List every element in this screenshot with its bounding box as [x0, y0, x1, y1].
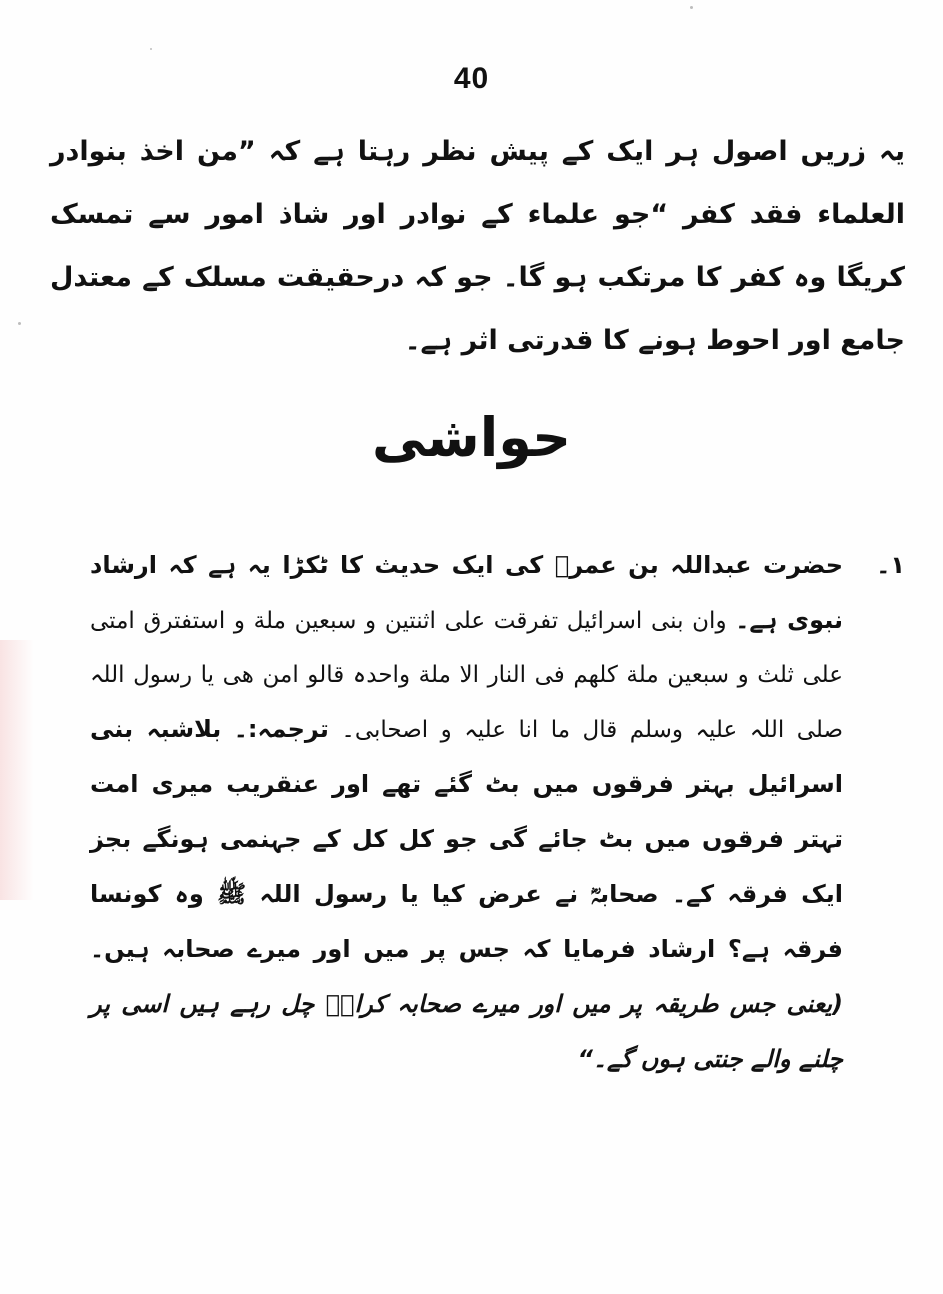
footnote-body	[90, 538, 843, 1087]
hadith-arabic-text: وان بنی اسرائیل تفرقت علی اثنتین و سبعین ملة و استفترق امتی علی ثلث و سبعین ملة کلھم فی النار الا ملة واحدہ قالو امن ھی یا رسول اللہ صلی اللہ علیہ وسلم قال ما انا علیہ و اصحابی۔	[90, 608, 844, 743]
scan-speck	[150, 48, 152, 50]
page-edge-stain	[0, 640, 34, 900]
hadith-translation: بلاشبہ بنی اسرائیل بہتر فرقوں میں بٹ گئے تھے اور عنقریب میری امت تہتر فرقوں میں بٹ جائے گی جو کل کل کے جہنمی ہونگے بجز ایک فرقہ کے۔ صحابہؓ نے عرض کیا یا رسول اللہ ﷺ وہ کونسا فرقہ ہے؟ ارشاد فرمایا کہ جس پر میں اور میرے صحابہ ہیں۔	[90, 715, 843, 963]
main-paragraph: یہ زریں اصول ہر ایک کے پیش نظر رہتا ہے کہ ”من اخذ بنوادر العلماء فقد کفر “جو علماء کے نوادر اور شاذ امور سے تمسک کریگا وہ کفر کا مرتکب ہو گا۔ جو کہ درحقیقت مسلک کے معتدل جامع اور احوط ہونے کا قدرتی اثر ہے۔	[50, 136, 905, 356]
section-heading: حواشی	[371, 406, 572, 469]
footnote	[90, 538, 905, 1087]
footnote-marker: ۱۔	[876, 551, 905, 579]
scan-speck	[18, 322, 21, 325]
hadith-explanation: (یعنی جس طریقہ پر میں اور میرے صحابہ کرامؓ چل رہے ہیں اسی پر چلنے والے جنتی ہوں گے۔“	[90, 990, 843, 1073]
scan-speck	[690, 6, 693, 9]
page-number: 40	[453, 62, 490, 95]
translation-label: ترجمہ:۔	[233, 715, 329, 743]
footnote-intro: حضرت عبداللہ بن عمرؓ کی ایک حدیث کا ٹکڑا یہ ہے کہ ارشاد نبوی ہے۔	[90, 551, 844, 634]
